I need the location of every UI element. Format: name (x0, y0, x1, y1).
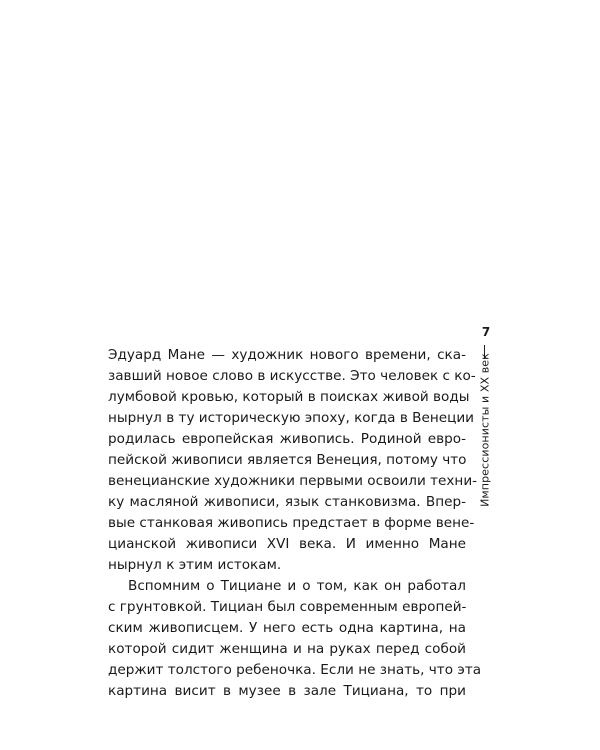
text-line: нырнул к этим истокам. (108, 557, 282, 573)
text-line: ку масляной живописи, язык станковизма. Впер- (108, 494, 466, 510)
text-line: держит толстого ребеночка. Если не знать, что эта (108, 662, 482, 678)
text-line: картина висит в музее в зале Тициана, то при (108, 683, 466, 699)
paragraph (108, 345, 478, 576)
text-line: с грунтовкой. Тициан был современным европей- (108, 599, 467, 615)
running-head-title: Импрессионисты и XX век (478, 353, 492, 507)
page-number: 7 (481, 325, 491, 339)
text-line: которой сидит женщина и на руках перед собой (108, 641, 466, 657)
text-line: пейской живописи является Венеция, потому что (108, 452, 467, 468)
text-line: ским живописцем. У него есть одна картина, на (108, 620, 466, 636)
text-line: нырнул в ту историческую эпоху, когда в Венеции (108, 410, 475, 426)
running-head (475, 345, 495, 507)
text-line: завший новое слово в искусстве. Это человек с ко- (108, 368, 476, 384)
text-line: родилась европейская живопись. Родиной евро- (108, 431, 466, 447)
text-line: Вспомним о Тициане и о том, как он работал (128, 578, 466, 594)
text-line: венецианские художники первыми освоили техни- (108, 473, 478, 489)
body-text (108, 345, 482, 702)
text-line: вые станковая живопись предстает в форме вене- (108, 515, 475, 531)
paragraph (108, 576, 482, 702)
text-line: лумбовой кровью, который в поисках живой воды (108, 389, 470, 405)
text-line: цианской живописи XVI века. И именно Мане (108, 536, 466, 552)
text-line: Эдуард Мане — художник нового времени, ска- (108, 347, 466, 363)
